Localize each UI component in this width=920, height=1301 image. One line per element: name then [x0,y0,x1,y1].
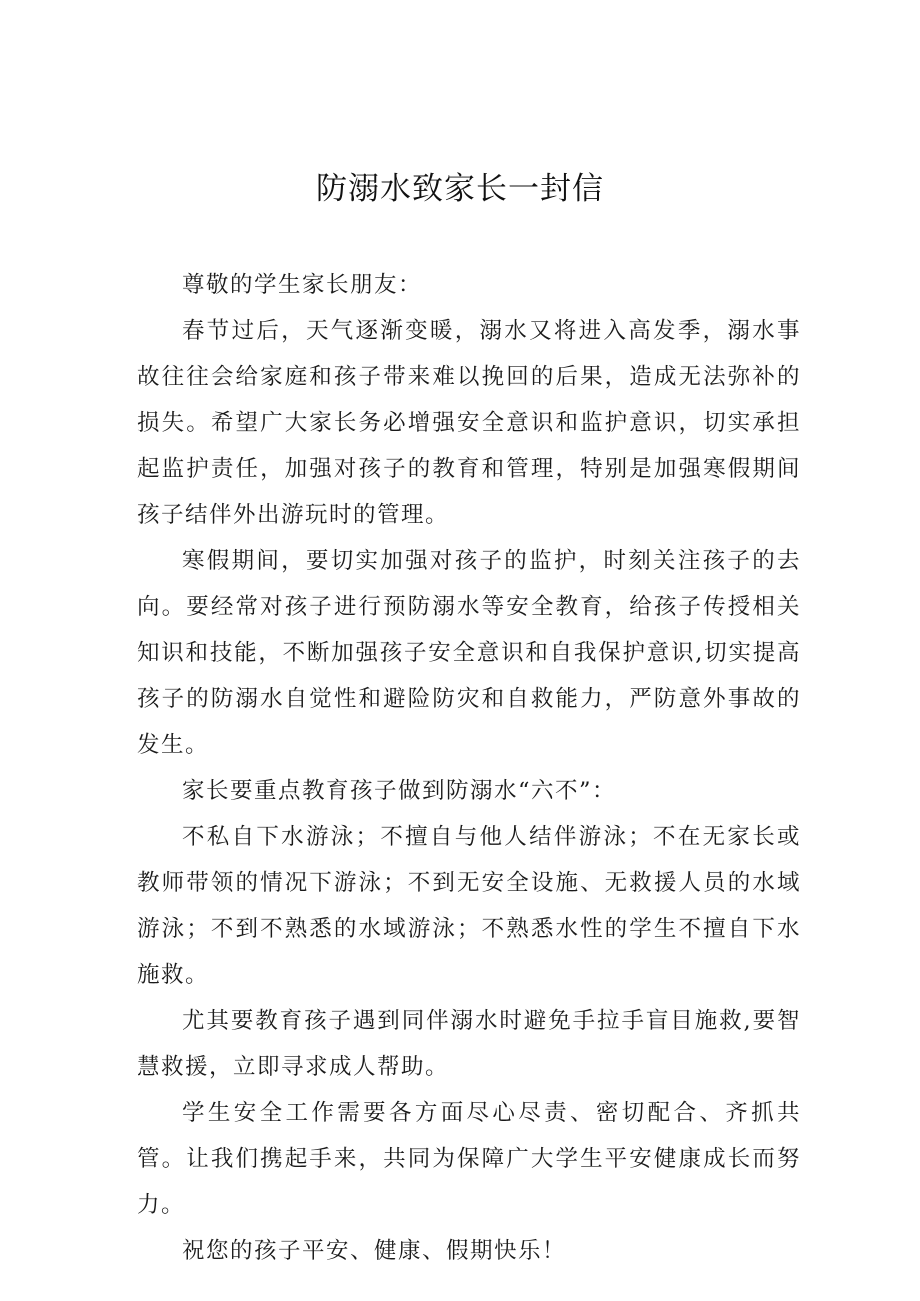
paragraph-six-rules: 不私自下水游泳；不擅自与他人结伴游泳；不在无家长或教师带领的情况下游泳；不到无安全设施、无救援人员的水域游泳；不到不熟悉的水域游泳；不熟悉水性的学生不擅自下水施救。 [137,824,801,988]
document-title: 防溺水致家长一封信 [316,171,604,207]
paragraph-rescue-advice: 尤其要教育孩子遇到同伴溺水时避免手拉手盲目施救,要智慧救援，立即寻求成人帮助。 [137,1008,801,1080]
paragraph-closing-wish: 祝您的孩子平安、健康、假期快乐！ [182,1238,567,1264]
paragraph-winter-break: 寒假期间，要切实加强对孩子的监护，时刻关注孩子的去向。要经常对孩子进行预防溺水等安全教育，给孩子传授相关知识和技能，不断加强孩子安全意识和自我保护意识,切实提高孩子的防溺水自觉性和避险防灾和自救能力，严防意外事故的发生。 [137,548,801,758]
letter-body [137,262,801,1274]
paragraph-spring-warning: 春节过后，天气逐渐变暖，溺水又将进入高发季，溺水事故往往会给家庭和孩子带来难以挽回的后果，造成无法弥补的损失。希望广大家长务必增强安全意识和监护意识，切实承担起监护责任，加强对孩子的教育和管理，特别是加强寒假期间孩子结伴外出游玩时的管理。 [137,318,801,528]
paragraph-six-rules-intro: 家长要重点教育孩子做到防溺水“六不”： [182,778,617,804]
paragraph-cooperation: 学生安全工作需要各方面尽心尽责、密切配合、齐抓共管。让我们携起手来，共同为保障广大学生平安健康成长而努力。 [137,1100,801,1218]
salutation: 尊敬的学生家长朋友： [182,272,423,298]
